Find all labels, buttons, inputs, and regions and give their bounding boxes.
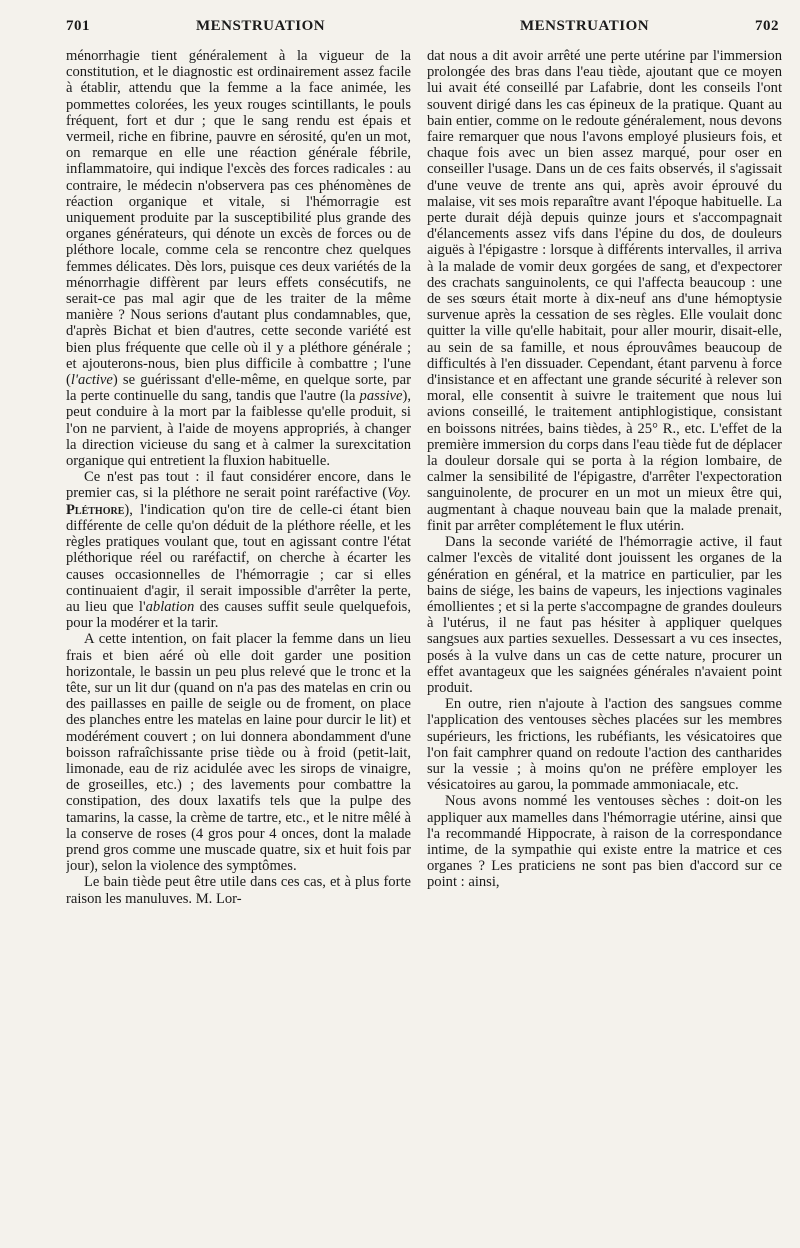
right-column [427, 48, 782, 1243]
left-paragraph-1 [66, 48, 411, 469]
left-page-number: 701 [66, 18, 90, 34]
right-paragraph-4: Nous avons nommé les ventouses sèches : doit-on les appliquer aux mamelles dans l'hémorragie utérine, ainsi que l'a recommandé Hippocrate, à raison de la correspondance intime, de la sympathie qui existe entre la matrice et ces organes ? Les praticiens ne sont pas bien d'accord sur ce point : ainsi, [427, 793, 782, 891]
text-run: ), l'indication qu'on tire de celle-ci étant bien différente de celle qu'on déduit de la pléthore réelle, et les règles pratiques voulant que, tout en agissant contre l'état pléthorique réel ou raréfactif, on cherche à écarter les causes occasionnelles de l'hémorragie ; car si elles continuaient d'agir, il serait impossible d'arrêter la perte, au lieu que l' [66, 501, 411, 615]
left-paragraph-4: Le bain tiède peut être utile dans ces cas, et à plus forte raison les manuluves. M. Lor- [66, 874, 411, 907]
text-run: ménorrhagie tient généralement à la vigueur de la constitution, et le diagnostic est ordinairement assez facile à établir, attendu que la femme a la face animée, les pommettes colorées, les yeux rouges scintillants, le pouls fréquent, fort et dur ; que le sang rendu est épais et vermeil, riche en fibrine, pauvre en sérosité, qu'en un mot, on remarque en elle une réaction générale fébrile, inflammatoire, qui indique l'excès des forces radicales : au contraire, le médecin n'observera pas ces phénomènes de réaction organique et vitale, si l'hémorragie est uniquement produite par la susceptibilité plus grande des organes générateurs, qui dénote un excès de forces ou de pléthore locale, comme cela se rencontre chez quelques femmes délicates. Dès lors, puisque ces deux variétés de la ménorrhagie diffèrent par leurs effets consécutifs, ne serait-ce pas mal agir que de les traiter de la même manière ? Nous serions d'autant plus condamnables, que, d'après Bichat et bien d'autres, cette seconde variété est bien plus fréquente que celle où il y a pléthore générale ; et ajouterons-nous, bien plus difficile à combattre ; l'une ( [66, 48, 411, 389]
italic-voy: Voy. [387, 485, 411, 502]
right-paragraph-3: En outre, rien n'ajoute à l'action des sangsues comme l'application des ventouses sèches placées sur les membres supérieurs, les frictions, les rubéfiants, les vésicatoires que l'on fait camphrer quand on redoute l'action des cantharides sur la vessie ; à moins qu'on ne préfère employer les vésicatoires au garou, la pommade ammoniacale, etc. [427, 696, 782, 794]
right-paragraph-1: dat nous a dit avoir arrêté une perte utérine par l'immersion prolongée des bras dans l'eau tiède, ajoutant que ce moyen lui avait été conseillé par Lafabrie, dont les conseils l'ont souvent dirigé dans les cas épineux de la pratique. Quant au bain entier, comme on le redoute généralement, nous devons faire remarquer que nous l'avons employé plusieurs fois, et chaque fois avec un bien assez marqué, pour oser en conseiller l'usage. Dans un de ces faits observés, il s'agissait d'une veuve de trente ans qui, après avoir éprouvé du malaise, vit ses mois reparaître avant l'époque habituelle. La perte durait déjà depuis quinze jours et s'accompagnait d'élancements assez vifs dans l'épine du dos, de douleurs aiguës à l'épigastre : lorsque à différents intervalles, il arriva à la malade de vomir deux gorgées de sang, et d'expectorer des crachats sanguinolents, ce qui l'affecta beaucoup : une de ses sœurs était morte à dix-neuf ans d'une hémoptysie survenue après la cessation de ses règles. Elle voulait donc quitter la ville qu'elle habitait, pour aller mourir, disait-elle, au sein de sa famille, et nous éprouvâmes beaucoup de difficultés à l'en dissuader. Cependant, étant parvenu à force d'insistance et en affectant une grande sécurité à relever son moral, elle consentit à suivre le traitement que nous lui avions conseillé, le traitement antiphlogistique, consistant en boissons nitrées, bains tièdes, à 25° R., etc. L'effet de la première immersion du corps dans l'eau tiède fut de déplacer la douleur dorsale qui se porta à la région lombaire, de calmer la sensibilité de l'épigastre, d'arrêter l'expectoration sanguinolente, de procurer en un mot un mieux être qui, augmentant à chaque nouveau bain que la malade prenait, finit par arrêter complétement le flux utérin. [427, 48, 782, 534]
cross-reference-plethore: Pléthore [66, 501, 125, 518]
text-run: ) se guérissant d'elle-même, en quelque sorte, par la perte continuelle du sang, tandis que l'autre (la [66, 372, 411, 405]
right-running-title: MENSTRUATION [520, 18, 650, 34]
italic-term-active: l'active [70, 372, 113, 389]
right-paragraph-2: Dans la seconde variété de l'hémorragie active, il faut calmer l'excès de vitalité dont jouissent les organes de la génération en général, et la matrice en particulier, par les bains de siége, les bains de vapeurs, les injections vaginales émollientes ; et si la perte s'accompagne de grandes douleurs à l'utérus, il ne faut pas hésiter à appliquer quelques sangsues aux parties sexuelles. Dessessart a vu ces insectes, posés à la vulve dans un cas de cette nature, procurer un effet avantageux que les saignées générales n'avaient point produit. [427, 534, 782, 696]
text-run: ), peut conduire à la mort par la faiblesse qu'elle produit, si l'on ne parvient, à l'aide de moyens appropriés, à changer la direction vicieuse du sang et à calmer la surexcitation organique qui entretient la fluxion habituelle. [66, 388, 411, 470]
right-page-number: 702 [755, 18, 779, 34]
italic-term-passive: passive [359, 388, 403, 405]
text-run: Ce n'est pas tout : il faut considérer encore, dans le premier cas, si la pléthore ne serait point raréfactive ( [66, 469, 411, 502]
left-column [66, 48, 411, 1243]
left-paragraph-2 [66, 469, 411, 631]
text-run: des causes suffit seule quelquefois, pour la modérer et la tarir. [66, 598, 411, 632]
left-paragraph-3: A cette intention, on fait placer la femme dans un lieu frais et bien aéré où elle doit garder une position horizontale, le bassin un peu plus relevé que le tronc et la tête, sur un lit dur (quand on n'a pas des matelas en crin ou des paillasses en paille de seigle ou de froment, on place des planches entre les matelas en laine pour durcir le lit) et modérément couvert ; on lui donnera abondamment d'une boisson rafraîchissante prise tiède ou à froid (petit-lait, limonade, eau de riz acidulée avec les sirops de vinaigre, de groseilles, etc.) ; des lavements pour combattre la constipation, des doux laxatifs tels que la pulpe des tamarins, la casse, la crème de tartre, etc., et le nitre mêlé à la conserve de roses (4 gros pour 4 onces, dont la malade prend gros comme une muscade quatre, six et huit fois par jour), selon la violence des symptômes. [66, 631, 411, 875]
running-header [0, 6, 800, 42]
left-running-title: MENSTRUATION [196, 18, 326, 34]
italic-term-ablation: ablation [145, 598, 195, 615]
